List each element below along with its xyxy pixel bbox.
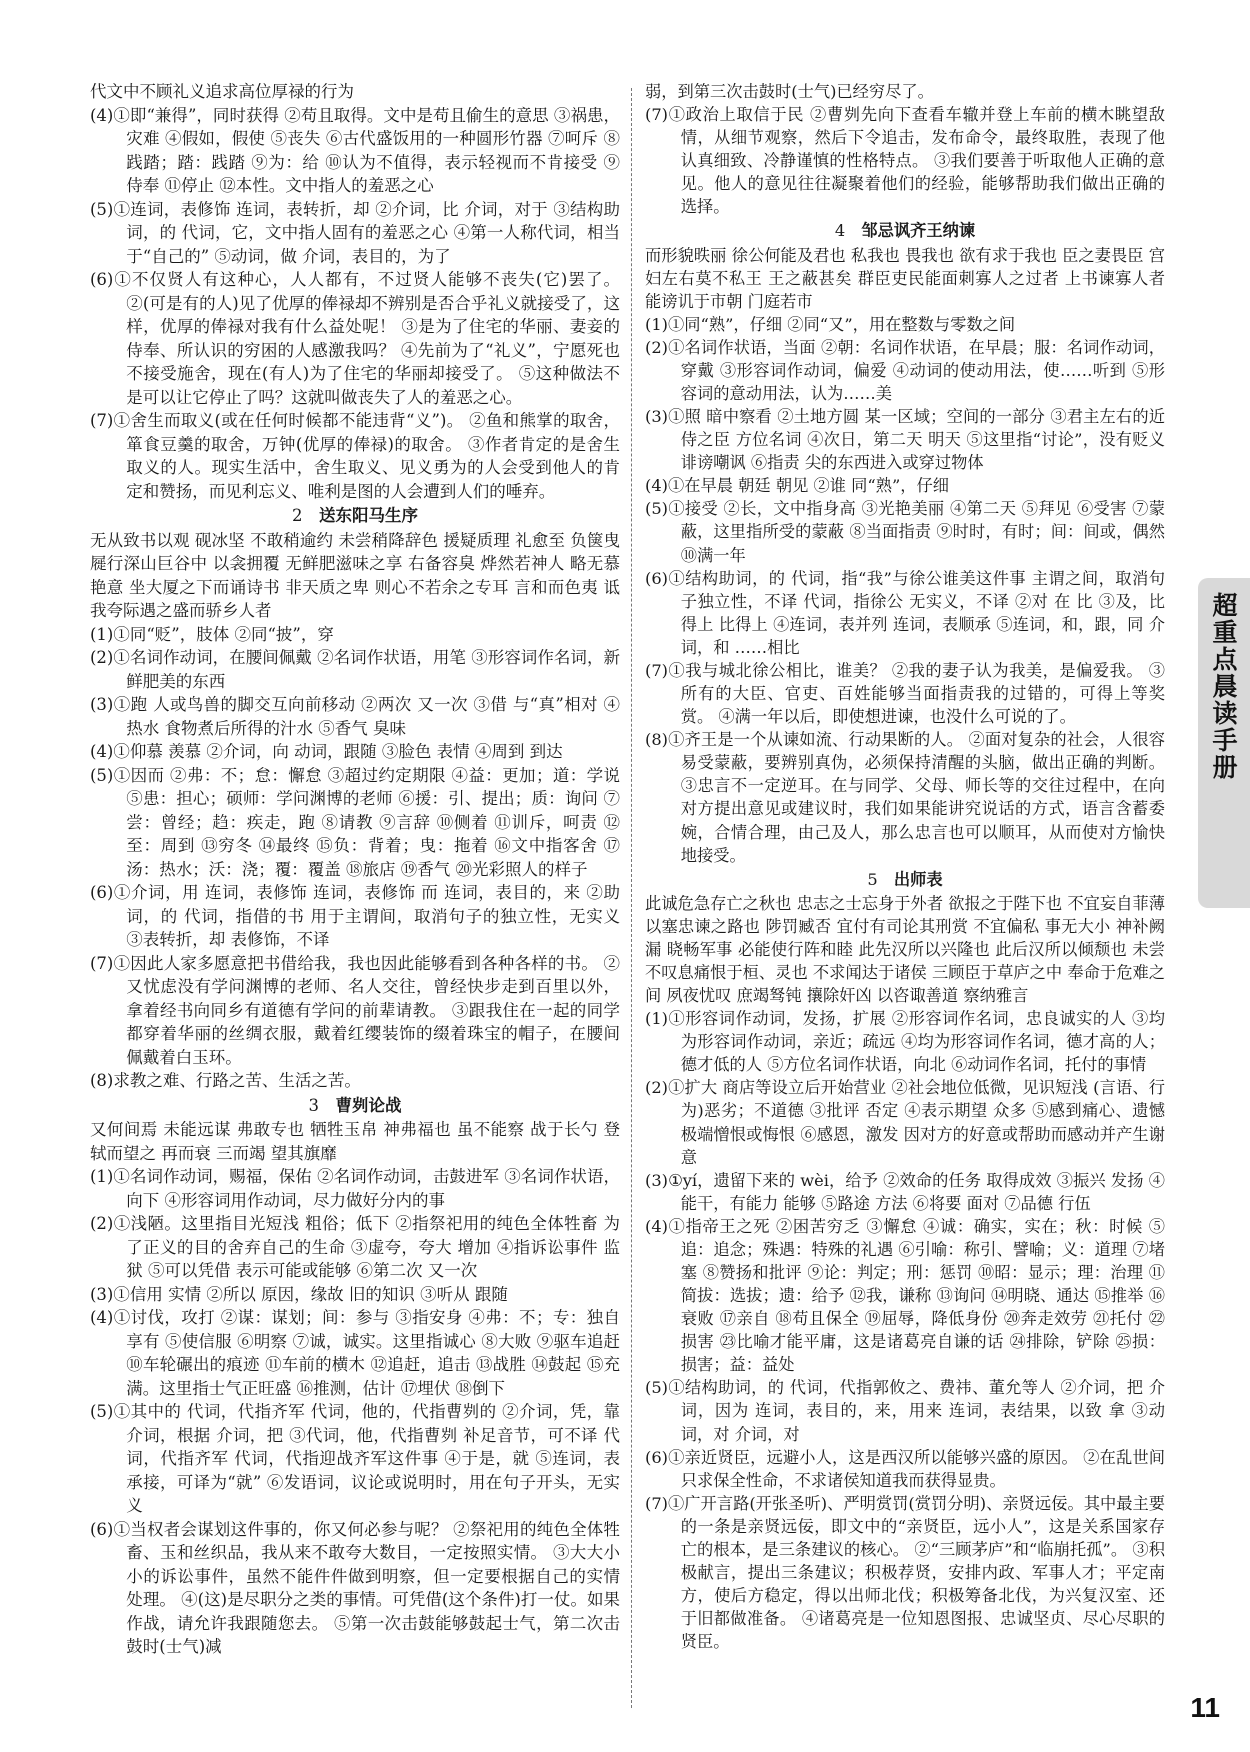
answer-item: (3)①yí，遗留下来的 wèi，给予 ②效命的任务 取得成效 ③振兴 发扬 ④能干，有能力 能够 ⑤路途 方法 ⑥将要 面对 ⑦品德 行伍 [645, 1170, 1165, 1213]
column-divider [631, 88, 632, 1708]
text-paragraph: 无从致书以观 砚冰坚 不敢稍逾约 未尝稍降辞色 援疑质理 礼愈至 负箧曳屣行深山巨谷中 以衾拥覆 无鲜肥滋味之享 右备容臭 烨然若神人 略无慕艳意 坐大厦之下而诵诗书 非天质之卑 则心不若余之专耳 言和而色夷 诋我夸际遇之盛而骄乡人者 [90, 530, 620, 620]
answer-item: (3)①跑 人或鸟兽的脚交互向前移动 ②两次 又一次 ③借 与“真”相对 ④热水 食物煮后所得的汁水 ⑤香气 臭味 [90, 695, 620, 738]
answer-item: (4)①在早晨 朝廷 朝见 ②谁 同“熟”，仔细 [645, 476, 950, 496]
answer-item: (5)①因而 ②弗：不；怠：懈怠 ③超过约定期限 ④益：更加；道：学说 ⑤患：担心；硕师：学问渊博的老师 ⑥援：引、提出；质：询问 ⑦尝：曾经；趋：疾走，跑 ⑧请教 ⑨言辞 ⑩侧着 ⑪训斥，呵责 ⑫至：周到 ⑬穷冬 ⑭最终 ⑮负：背着；曳：拖着 ⑯文中指客舍 ⑰汤：热水；沃：浇；覆：覆盖 ⑱旅店 ⑲香气 ⑳光彩照人的样子 [90, 765, 620, 879]
answer-item: (7)①政治上取信于民 ②曹刿先向下查看车辙并登上车前的横木眺望敌情，从细节观察，然后下令追击，发布命令，最终取胜，表现了他认真细致、冷静谨慎的性格特点。 ③我们要善于听取他人正确的意见。他人的意见往往凝聚着他们的经验，能够帮助我们做出正确的选择。 [645, 105, 1165, 217]
answer-item: (4)①仰慕 羡慕 ②介词，向 动词，跟随 ③脸色 表情 ④周到 到达 [90, 742, 563, 761]
answer-item: (5)①结构助词，的 代词，代指郭攸之、费祎、董允等人 ②介词，把 介词，因为 连词，表目的，来，用来 连词，表结果，以致 拿 ③动词，对 介词，对 [645, 1378, 1165, 1444]
answer-item: (8)求教之难、行路之苦、生活之苦。 [90, 1071, 361, 1090]
section-number: 4 [834, 221, 846, 241]
section-title-text: 邹忌讽齐王纳谏 [861, 221, 976, 241]
text-paragraph: 而形貌昳丽 徐公何能及君也 私我也 畏我也 欲有求于我也 臣之妻畏臣 宫妇左右莫不私王 王之蔽甚矣 群臣吏民能面刺寡人之过者 上书谏寡人者 能谤讥于市朝 门庭若市 [645, 245, 1165, 311]
left-column [90, 80, 620, 1659]
section-title-text: 曹刿论战 [335, 1095, 402, 1115]
answer-item: (5)①其中的 代词，代指齐军 代词，他的，代指曹刿的 ②介词，凭，靠 介词，根据 介词，把 ③代词，他，代指曹刿 补足音节，可不译 代词，代指齐军 代词，代指迎战齐军这件事 ④于是，就 ⑤连词，表承接，可译为“就” ⑥发语词，议论或说明时，用在句子开头，无实义 [90, 1402, 620, 1515]
section-number: 2 [292, 506, 303, 525]
answer-item: (4)①指帝王之死 ②困苦穷乏 ③懈怠 ④诚：确实，实在；秋：时候 ⑤追：追念；殊遇：特殊的礼遇 ⑥引喻：称引、譬喻；义：道理 ⑦堵塞 ⑧赞扬和批评 ⑨论：判定；刑：惩罚 ⑩昭：显示；理：治理 ⑪简拔：选拔；遗：给予 ⑫我，谦称 ⑬询问 ⑭明晓、通达 ⑮推举 ⑯衰败 ⑰亲自 ⑱苟且保全 ⑲屈辱，降低身份 ⑳奔走效劳 ㉑托付 ㉒损害 ㉓比喻才能平庸，这是诸葛亮自谦的话 ㉔排除，铲除 ㉕损：损害；益：益处 [645, 1216, 1165, 1375]
answer-item: (6)①当权者会谋划这件事的，你又何必参与呢？ ②祭祀用的纯色全体牲畜、玉和丝织品，我从来不敢夸大数目，一定按照实情。 ③大大小小的诉讼事件，虽然不能件件做到明察，但一定要根据自己的实情处理。 ④(这)是尽职分之类的事情。可凭借(这个条件)打一仗。如果作战，请允许我跟随您去。 ⑤第一次击鼓能够鼓起士气，第二次击鼓时(士气)减 [90, 1519, 620, 1656]
text-paragraph: 弱，到第三次击鼓时(士气)已经穷尽了。 [645, 82, 934, 101]
right-column [645, 80, 1165, 1653]
answer-item: (6)①亲近贤臣，远避小人，这是西汉所以能够兴盛的原因。 ②在乱世间只求保全性命，不求诸侯知道我而获得显贵。 [645, 1447, 1165, 1490]
section-title [90, 1094, 620, 1118]
side-tab-label: 超重点晨读手册 [1209, 592, 1238, 781]
answer-item: (1)①同“贬”，肢体 ②同“披”，穿 [90, 624, 334, 644]
text-paragraph: 代文中不顾礼义追求高位厚禄的行为 [90, 82, 354, 101]
answer-item: (6)①介词，用 连词，表修饰 连词，表修饰 而 连词，表目的，来 ②助词，的 代词，指借的书 用于主谓间，取消句子的独立性，无实义 ③表转折，却 表修饰，不译 [90, 883, 620, 949]
page-number: 11 [1190, 1692, 1220, 1723]
answer-item: (2)①名词作状语，当面 ②朝：名词作状语，在早晨；服：名词作动词，穿戴 ③形容词作动词，偏爱 ④动词的使动用法，使……听到 ⑤形容词的意动用法，认为……美 [645, 337, 1165, 404]
answer-item: (1)①同“熟”，仔细 ②同“又”，用在整数与零数之间 [645, 314, 1016, 334]
answer-item: (8)①齐王是一个从谏如流、行动果断的人。 ②面对复杂的社会，人很容易受蒙蔽，要辨别真伪，必须保持清醒的头脑，做出正确的判断。 ③忠言不一定逆耳。在与同学、父母、师长等的交往过程中，在向对方提出意见或建议时，我们如果能讲究说话的方式，语言含蓄委婉，合情合理，由己及人，那么忠言也可以顺耳，从而使对方愉快地接受。 [645, 730, 1165, 865]
section-title [645, 219, 1165, 242]
text-paragraph: 又何间焉 未能远谋 弗敢专也 牺牲玉帛 神弗福也 虽不能察 战于长勺 登轼而望之 再而衰 三而竭 望其旗靡 [90, 1120, 620, 1163]
answer-item: (3)①照 暗中察看 ②土地方圆 某一区域；空间的一部分 ③君主左右的近侍之臣 方位名词 ④次日，第二天 明天 ⑤这里指“讨论”，没有贬义 诽谤嘲讽 ⑥指责 尖的东西进入或穿过物体 [645, 407, 1165, 473]
answer-item: (7)①我与城北徐公相比，谁美？ ②我的妻子认为我美，是偏爱我。 ③所有的大臣、官吏、百姓能够当面指责我的过错的，可得上等奖赏。 ④满一年以后，即使想进谏，也没什么可说的了。 [645, 660, 1165, 727]
answer-item: (2)①扩大 商店等设立后开始营业 ②社会地位低微，见识短浅 (言语、行为)恶劣；不道德 ③批评 否定 ④表示期望 众多 ⑤感到痛心、遗憾 极端憎恨或悔恨 ⑥感恩，激发 因对方的好意或帮助而感动并产生谢意 [645, 1078, 1165, 1167]
answer-item: (3)①信用 实情 ②所以 原因，缘故 旧的知识 ③听从 跟随 [90, 1284, 508, 1304]
answer-item: (7)①广开言路(开张圣听)、严明赏罚(赏罚分明)、亲贤远佞。其中最主要的一条是亲贤远佞，即文中的“亲贤臣，远小人”，这是关系国家存亡的根本，是三条建议的核心。 ②“三顾茅庐”和“临崩托孤”。 ③积极献言，提出三条建议；积极荐贤，安排内政、军事人才；平定南方，使后方稳定，得以出师北伐；积极筹备北伐，为兴复汉室、还于旧都做准备。 ④诸葛亮是一位知恩图报、忠诚坚贞、尽心尽职的贤臣。 [645, 1493, 1165, 1652]
answer-item: (6)①不仅贤人有这种心，人人都有，不过贤人能够不丧失(它)罢了。 ②(可是有的人)见了优厚的俸禄却不辨别是否合乎礼义就接受了，这样，优厚的俸禄对我有什么益处呢！ ③是为了住宅的华丽、妻妾的侍奉、所认识的穷困的人感激我吗？ ④先前为了“礼义”，宁愿死也不接受施舍，现在(有人)为了住宅的华丽却接受了。 ⑤这种做法不是可以让它停止了吗？这就叫做丧失了人的羞恶之心。 [90, 270, 620, 407]
answer-item: (4)①讨伐，攻打 ②谋：谋划；间：参与 ③指安身 ④弗：不；专：独自享有 ⑤使信服 ⑥明察 ⑦诚，诚实。这里指诚心 ⑧大败 ⑨驱车追赶 ⑩车轮碾出的痕迹 ⑪车前的横木 ⑫追赶，追击 ⑬战胜 ⑭鼓起 ⑮充满。这里指士气正旺盛 ⑯推测，估计 ⑰埋伏 ⑱倒下 [90, 1308, 620, 1398]
answer-item: (6)①结构助词，的 代词，指“我”与徐公谁美这件事 主谓之间，取消句子独立性，不译 代词，指徐公 无实义，不译 ②对 在 比 ③及，比得上 比得上 ④连词，表并列 连词，表顺承 ⑤连词，和，跟，同 介词，和 ……相比 [645, 568, 1165, 657]
answer-item: (4)①即“兼得”，同时获得 ②苟且取得。文中是苟且偷生的意思 ③祸患，灾难 ④假如，假使 ⑤丧失 ⑥古代盛饭用的一种圆形竹器 ⑦呵斥 ⑧践踏；踏：践踏 ⑨为：给 ⑩认为不值得，表示轻视而不肯接受 ⑨侍奉 ⑪停止 ⑫本性。文中指人的羞恶之心 [90, 105, 620, 195]
answer-item: (7)①因此人家多愿意把书借给我，我也因此能够看到各种各样的书。 ②又忧虑没有学问渊博的老师、名人交往，曾经快步走到百里以外，拿着经书向同乡有道德有学问的前辈请教。 ③跟我住在一起的同学都穿着华丽的丝绸衣服，戴着红缨装饰的缀着珠宝的帽子，在腰间佩戴着白玉环。 [90, 953, 620, 1067]
section-number: 3 [308, 1095, 319, 1115]
answer-item: (2)①浅陋。这里指目光短浅 粗俗；低下 ②指祭祀用的纯色全体牲畜 为了正义的目的舍弃自己的生命 ③虚夸，夸大 增加 ④指诉讼事件 监狱 ⑤可以凭借 表示可能或能够 ⑥第二次 又一次 [90, 1214, 620, 1280]
answer-item: (5)①接受 ②长，文中指身高 ③光艳美丽 ④第二天 ⑤拜见 ⑥受害 ⑦蒙蔽，这里指所受的蒙蔽 ⑧当面指责 ⑨时时，有时；间：间或，偶然 ⑩满一年 [645, 499, 1165, 565]
answer-item: (1)①名词作动词，赐福，保佑 ②名词作动词，击鼓进军 ③名词作状语，向下 ④形容词用作动词，尽力做好分内的事 [90, 1167, 620, 1210]
section-title-text: 送东阳马生序 [319, 506, 418, 525]
text-paragraph: 此诚危急存亡之秋也 忠志之士忘身于外者 欲报之于陛下也 不宜妄自菲薄 以塞忠谏之路也 陟罚臧否 宜付有司论其刑赏 不宜偏私 事无大小 神补阙漏 晓畅军事 必能使行阵和睦 此先汉所以兴隆也 此后汉所以倾颓也 未尝不叹息痛恨于桓、灵也 不求闻达于诸侯 三顾臣于草庐之中 奉命于危难之间 夙夜忧叹 庶竭驽钝 攘除奸凶 以咨诹善道 察纳雅言 [645, 893, 1165, 1006]
answer-item: (1)①形容词作动词，发扬，扩展 ②形容词作名词，忠良诚实的人 ③均为形容词作动词，亲近；疏远 ④均为形容词作名词，德才高的人；德才低的人 ⑤方位名词作状语，向北 ⑥动词作名词，托付的事情 [645, 1009, 1165, 1075]
answer-item: (7)①舍生而取义(或在任何时候都不能违背“义”)。 ②鱼和熊掌的取舍，箪食豆羹的取舍，万钟(优厚的俸禄)的取舍。 ③作者肯定的是舍生取义的人。现实生活中，舍生取义、见义勇为的人会受到他人的肯定和赞扬，而见利忘义、唯利是图的人会遭到人们的唾弃。 [90, 411, 620, 501]
section-title [90, 504, 620, 528]
answer-item: (2)①名词作动词，在腰间佩戴 ②名词作状语，用笔 ③形容词作名词，新鲜肥美的东西 [90, 648, 620, 691]
section-title [645, 868, 1165, 891]
section-title-text: 出师表 [893, 869, 943, 889]
answer-item: (5)①连词，表修饰 连词，表转折，却 ②介词，比 介词，对于 ③结构助词，的 代词，它，文中指人固有的羞恶之心 ④第一人称代词，相当于“自己的” ⑤动词，做 介词，表目的，为了 [90, 199, 620, 266]
section-number: 5 [867, 869, 878, 889]
